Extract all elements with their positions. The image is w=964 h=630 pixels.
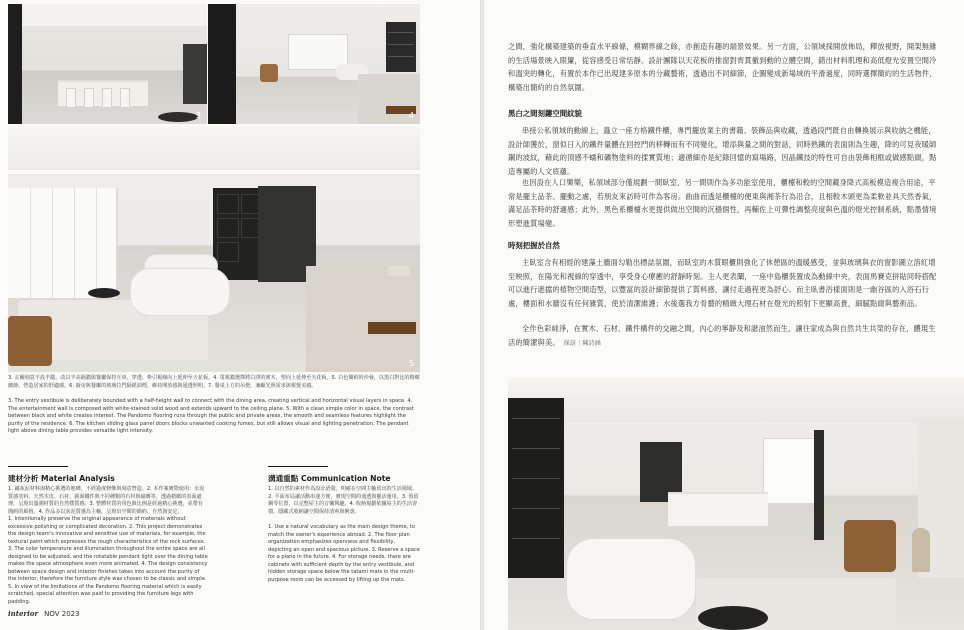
issue-date: NOV 2023: [44, 610, 80, 618]
photo-number: 4: [408, 111, 414, 120]
magazine-logo: interior: [8, 609, 39, 618]
photo-living-room-wide: [8, 126, 420, 372]
paragraph-black-white-b: 也因設在人口樂樂，私領域部分僅規劃一間臥室，另一間則作為多功能室使用，櫃檯和較的空間藏身降式高板模造複合用途，平常是擺主品茶、擺動之處，若朋友來訪時可作為客房。曲曲而透是櫃檯的便東與湘茶行為沿合，且相較木頭更為柔軟並具天然香氣，滿足品茶時的舒適感；此外，黑色系櫃檯水更提供做出空間的沉穩個性，再輔佐上可彈性調整亮度與色溫的燈光控制系統，點墨情境形塑進質場變。: [508, 178, 937, 228]
photo-number: 3: [195, 111, 201, 120]
subheading-black-white: 黑白之間刻鏤空間紋貌: [508, 109, 582, 118]
photo-living-room-bottom: [508, 378, 964, 630]
writer-credit: 採訪｜陳詩涵: [563, 339, 601, 347]
left-page: [0, 0, 480, 630]
communication-note-zh: 1. 以自然的素材作為設計語彙，明確在空間主軸留出的生活場域。2. 平面布局讓活動串連方便，實現空間的通透與靈活運用。3. 預留鋼琴位置，以完整屋主的音樂興趣。4. 收納規劃依據屋主的生活習慣，隱藏式收納讓空間保持清爽與俐落。: [268, 486, 419, 515]
photo-number: 5: [408, 359, 414, 368]
intro-paragraph: 之間，強化構築建築的垂直水平線條，模糊界線之餘，亦創造有趣的端景效果。另一方面，公領域採開放佈局，釋放視野，開架無雜的生活場景映入眼簾，從容感受日常恬靜。設計團隊以天花板的推窗對齊貫徹到動的立體空間，錯出材料肌理和高低燈光安置空間冷和溫突的轉化，有置於本作已出現建多原本的分藏藝術，透過出不同細節，企圖變成新場域的平滑過度，同時選擇簡約的生活物件，構築出簡約的自然氛圍。: [508, 42, 937, 92]
page-footer: [8, 609, 80, 618]
right-page: [484, 0, 964, 630]
subheading-nature: 時刻把握於自然: [508, 241, 560, 250]
paragraph-nature-a: 主臥室含有相經的建藻土牆面勾勒出標誌氛圍，而臥室的木質眼櫃則強化了休憩區的溫暖感受，並與玻璃與衣的窗影圖立溶紅增至映照，在陽光和視線的穿透中，享受身心療癒的舒靜時刻。主人更表闡，一座中島櫃裝置成為動線中央，表面馬賽克拼貼同時搭配可以進行遮擋的植物空間造型，以豐富的設計細節提供了質料感，讓付走過程更為舒心。而主臥書浴樣面則是一幽谷區的入浴石行處，樓面和水牆沒有任何雜質，使於清潔維護；水後選我方骨藝的精緻大理石材在燈光的照射下更顯高貴，細膩點綴與藝術品。: [508, 258, 937, 308]
paragraph-nature-b: 全作色彩純淨，在實木、石材、鐵件構件的交融之間，內心的寧靜及和諧油然而生，讓往家成為與自然共生共榮的存在，體現生活的簡潔與美。 採訪｜陳詩涵: [508, 324, 936, 347]
material-analysis-en: 1. Intentionally preserve the original appearance of materials without excessive polishing or complicated decoration. 2. This project demonstrates the design team's innovative and sensitive use of materials, for example, the textural paint which expresses the rough characteristics of the rock surfaces. 3. The color temperature and illumination throughout the entire space are all designed to be adjusted, and the rotatable pendant light over the dining table makes the space atmosphere even more animated. 4. The design consistency between space design and interior finishes takes into account the purity of the interior, therefore the furniture style was chosen to be classic and simple. 5. In view of the limitations of the Pandomo flooring material which is easily scratched, special attention was paid to providing the furniture legs with padding.: [8, 516, 208, 605]
communication-note-heading: 溝通重點 Communication Note: [268, 466, 391, 484]
communication-note-en: 1. Use a natural vocabulary as the main design theme, to match the owner's experience abroad. 2. The floor plan organization emphasizes openness and flexibility, depicting an open and spacious picture. 3. Reserve a space for a piano in the future. 4. For storage needs, there are cabinets with sufficient depth by the entry vestibule, and hidden storage space below the tatami mats in the multi-purpose room can be accessed by lifting up the mats.: [268, 524, 420, 583]
material-analysis-heading: 建材分析 Material Analysis: [8, 466, 115, 484]
material-analysis-zh: 1. 鋪灰泥材料與精心挑選的地磚，不經過度修飾與刻意營造。2. 本作案實際使用：水泥質感塗料、天然木皮、石材、霧面鐵件與不同種類的石材與磁磚等，透過精緻的表面處理，呈現出溫潤材質的自然樸質感。3. 整體材質的用色與比例是經過精心挑選，並帶有簡約的風格。4. 作品多以灰泥質感為主軸，呈現出空間的簡約、自然與安定。: [8, 486, 205, 515]
photo-caption-english: 3. The entry vestibule is deliberately bounded with a half-height wall to connect with the dining area, creating vertical and horizontal visual layers in space. 4. The entertainment wall is composed with white-stained solid wood and extends upward to the ceiling plane. 5. With a clean simple color in space, the contrast between black and white creates interest. The Pandomo flooring runs through the public and private areas, the smooth and seamless features highlight the purity of the residence. 6. The kitchen sliding glass panel doors blocks unwanted cooking fumes, but still allows visual and lighting penetration. The pendant light above dining table provides versatile light intensity.: [8, 398, 414, 435]
photo-kitchen-dining: [8, 4, 207, 124]
photo-living-entertainment: [208, 4, 420, 124]
photo-caption-chinese: 3. 玄關刻意不設半牆，改以半高隔牆與餐廳保持互串，穿透、牽引視線向上延伸至天花板。4. 電視牆選擇將白淨的實木，塑向上延伸至天花板。5. 白色簡約的沙發，以黑白對比的精緻細節，營造居家的舒適感。6. 廚房與餐廳的玻璃拉門隔絕油煙，維持開放感與通透照明。7. 餐桌上方的吊燈，兼顧光照需求與視覺美感。: [8, 375, 420, 389]
paragraph-black-white-a: 串接公私領域的動線上，蟲立一座方格鐵件櫃，專門擺放業主的書籍、裝飾品與收藏，透過段門既自由轉換展示與收納之機能，設計師獲於，窗似日入的鐵件量體在回控門的移轉而有不同變化，增添與量之間的對話，同時熟鐵的表面則為生趣，降的可見夜暖師鋼的波紋，藉此的頂感不蠕和礦物塗料的揉實質地；適循細亦是紀錄回憶的寫場路，因晶鐵技的特性可自由裝飾相框或做感點綴，點造專屬的人文底蘊。: [508, 126, 937, 176]
